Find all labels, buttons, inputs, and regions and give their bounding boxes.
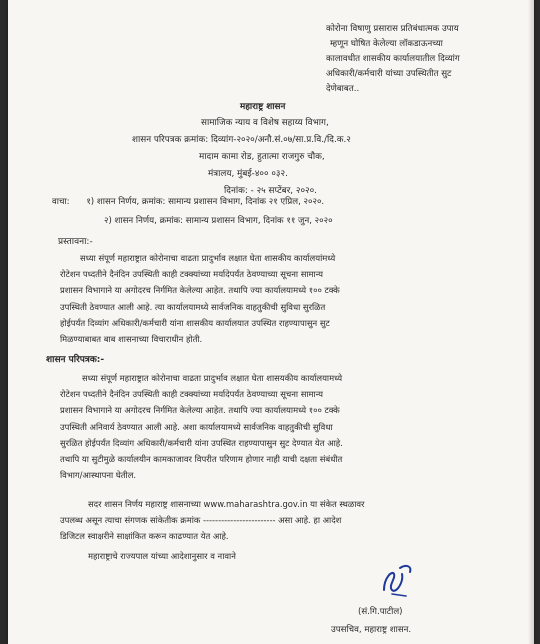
- website-line: उपलब्ध असून त्याचा संगणक सांकेतीक क्रमांक ------------------------ असा आहे. हा आदेश: [60, 515, 342, 526]
- website-line: सदर शासन निर्णय महाराष्ट्र शासनाच्या www.maharashtra.gov.in या संकेत स्थळावर: [88, 499, 365, 509]
- address-line-1: मादाम कामा रोड, हुतात्मा राजगुरु चौक,: [199, 152, 325, 162]
- subject-line: देणेबाबत..: [326, 84, 360, 94]
- circular-line: तथापि या सुटीमुळे कार्यालयीन कामकाजावर विपरीत परिणाम होणार नाही याची दक्षता संबंधीत: [60, 454, 343, 465]
- circular-heading: शासन परिपत्रक:-: [46, 355, 105, 365]
- reference-block: [52, 194, 324, 210]
- page-edge-shadow: [528, 0, 534, 644]
- reference-label: वाचा:: [52, 197, 70, 207]
- subject-block: [326, 22, 526, 97]
- circular-line: विभाग/आस्थापना घेतील.: [60, 470, 137, 481]
- preamble-paragraph: [60, 250, 340, 347]
- preamble-line: मिळण्याबाबत बाब शासनाच्या विचाराधीन होती.: [60, 334, 203, 345]
- preamble-line: रोटेशन पध्दतीने दैनंदिन उपस्थिती काही टक्क्यांच्या मर्यादेपर्यंत ठेवण्याच्या सूचना सामान्य: [60, 269, 324, 280]
- circular-line: रोटेशन पध्दतीने दैनंदिन उपस्थिती काही टक्क्यांच्या मर्यादेपर्यंत ठेवण्याच्या सूचना सामान्य: [60, 389, 324, 400]
- circular-line: सुरळित होईपर्यंत दिव्यांग अधिकारी/कर्मचारी यांना उपस्थित राहण्यापासुन सुट देण्यात येत आहे.: [60, 437, 343, 448]
- signatory-title: उपसचिव, महाराष्ट्र शासन.: [331, 625, 412, 635]
- reference-item: २) शासन निर्णय, क्रमांक: सामान्य प्रशासन विभाग, दिनांक ११ जुन, २०२०: [104, 216, 333, 226]
- circular-date: दिनांक: - २५ सप्टेंबर, २०२०.: [224, 186, 317, 196]
- subject-line: अधिकारी/कर्मचारी यांच्या उपस्थितीत सुट: [326, 69, 452, 79]
- website-paragraph: [60, 496, 364, 545]
- address-line-2: मंत्रालय, मुंबई-४०० ०३२.: [208, 169, 288, 179]
- circular-line: प्रशासन विभागाने या अगोदरच निर्गमित केलेल्या आहेत. तथापि ज्या कार्यालयामध्ये १०० टक्के: [60, 405, 340, 416]
- preamble-line: होईपर्यंत दिव्यांग अधिकारी/कर्मचारी यांना शासकीय कार्यालयात उपस्थित राहण्यापासुन सुट: [60, 317, 330, 328]
- circular-paragraph: [60, 370, 343, 483]
- circular-line: सध्या संपूर्ण महाराष्ट्रात कोरोनाचा वाढता प्रादुर्भाव लक्षात घेता शासयकीय कार्यालयामध्ये: [82, 373, 343, 383]
- reference-item-2-row: [104, 213, 333, 229]
- preamble-line: उपस्थिती ठेवण्यात आली आहे. त्या कार्यालयामध्ये सार्वजनिक वाहतुकीची सुविधा सुरळित: [60, 301, 326, 312]
- govt-title: महाराष्ट्र शासन: [240, 102, 286, 112]
- department-name: सामाजिक न्याय व विशेष सहाय्य विभाग,: [201, 118, 329, 128]
- circular-line: उपस्थिती अनिवार्य ठेवण्यात आली आहे. अशा कार्यालयामध्ये सार्वजनिक वाहतुकीची सुविधा: [60, 421, 333, 432]
- order-line: महाराष्ट्राचे राज्यपाल यांच्या आदेशानुसार व नावाने: [88, 551, 236, 561]
- reference-item: १) शासन निर्णय, क्रमांक: सामान्य प्रशासन विभाग, दिनांक २१ एप्रिल, २०२०.: [86, 197, 325, 207]
- preamble-line: प्रशासन विभागाने या अगोदरच निर्गमित केलेल्या आहेत. तथापि ज्या कार्यालयामध्ये १०० टक्के: [60, 285, 340, 296]
- preamble-line: सध्या संपूर्ण महाराष्ट्रात कोरोनाचा वाढता प्रादुर्भाव लक्षात घेता शासकीय कार्यालयांमध्ये: [80, 253, 336, 263]
- website-line: डिजिटल स्वाक्षरीने साक्षांकित करून काढण्यात येत आहे.: [60, 531, 229, 542]
- circular-number: शासन परिपत्रक क्रमांक: दिव्यांग-२०२०/अनौ.सं.०७/सा.प्र.वि./दि.क.२: [132, 135, 351, 145]
- subject-line: कालावधीत शासकीय कार्यालयातील दिव्यांग: [326, 54, 460, 64]
- preamble-heading: प्रस्तावना:-: [58, 237, 93, 247]
- signatory-name: (सं.गि.पाटील): [358, 607, 403, 617]
- subject-line: कोरोना विषाणु प्रसारास प्रतिबंधात्मक उपाय: [326, 24, 459, 34]
- subject-line: म्हणून घोषित केलेल्या लॉकडाऊनच्या: [330, 39, 443, 49]
- handwritten-signature: [370, 560, 430, 604]
- document-page: [8, 0, 534, 644]
